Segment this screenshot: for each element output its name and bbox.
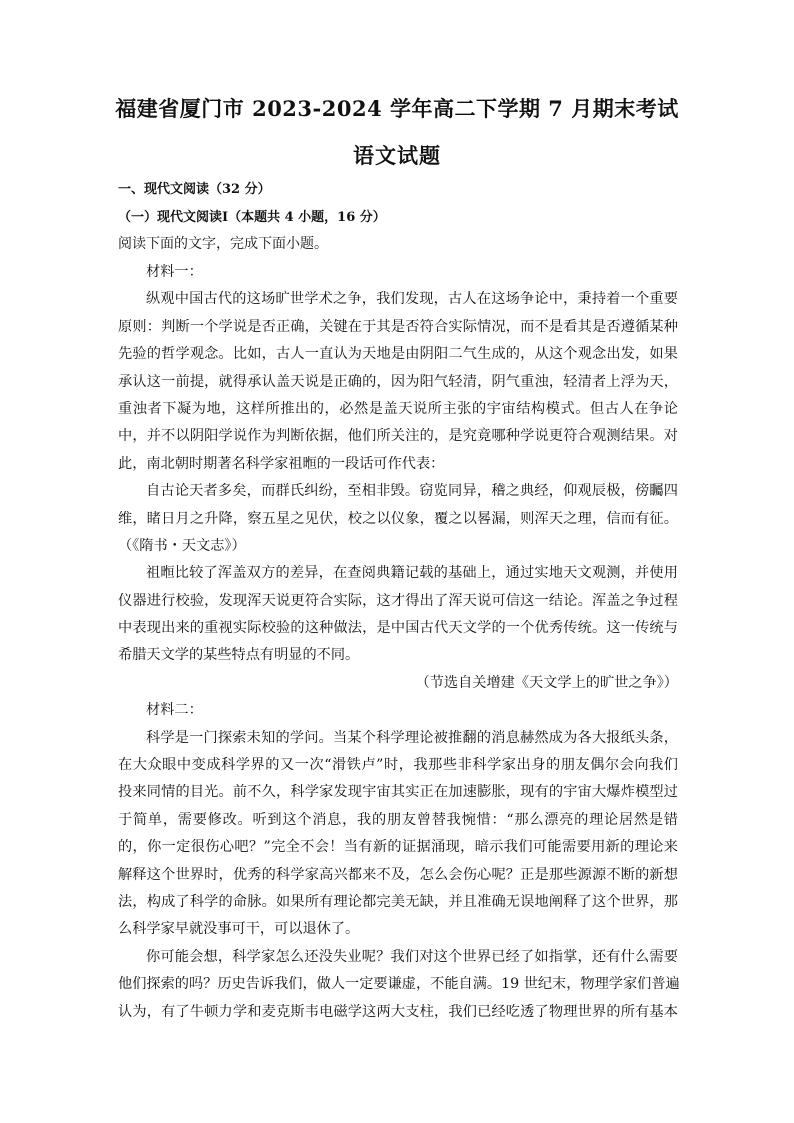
paragraph-line: 祖暅比较了浑盖双方的差异，在查阅典籍记载的基础上，通过实地天文观测，并使用	[146, 565, 678, 582]
paragraph-line: 此，南北朝时期著名科学家祖暅的一段话可作代表：	[118, 455, 445, 472]
paragraph-line: 承认这一前提，就得承认盖天说是正确的，因为阳气轻清，阴气重浊，轻清者上浮为天，	[118, 373, 678, 390]
material-label: 材料一：	[146, 264, 203, 280]
paragraph-line: 仪器进行校验，发现浑天说更符合实际，这才得出了浑天说可信这一结论。浑盖之争过程	[118, 592, 678, 609]
paragraph-line: 投来同情的目光。前不久，科学家发现宇宙其实正在加速膨胀，现有的宇宙大爆炸模型过	[118, 784, 678, 801]
paragraph-line: 原则：判断一个学说是否正确，关键在于其是否符合实际情况，而不是看其是否遵循某种	[118, 318, 678, 335]
paragraph-line: 中表现出来的重视实际校验的这种做法，是中国古代天文学的一个优秀传统。这一传统与	[118, 620, 678, 637]
paragraph-line: 你可能会想，科学家怎么还没失业呢？我们对这个世界已经了如指掌，还有什么需要	[146, 948, 678, 965]
paragraph-line: 中，并不以阴阳学说作为判断依据，他们所关注的，是究竟哪种学说更符合观测结果。对	[118, 428, 678, 445]
paragraph-line: 认为，有了牛顿力学和麦克斯韦电磁学这两大支柱，我们已经吃透了物理世界的所有基本	[118, 1003, 678, 1020]
document-title: 福建省厦门市 2023-2024 学年高二下学期 7 月期末考试	[115, 96, 679, 121]
material-source: （节选自关增建《天文学上的旷世之争》）	[415, 674, 678, 691]
paragraph-line: 希腊天文学的某些特点有明显的不同。	[118, 647, 360, 664]
paragraph-line: 于简单，需要修改。听到这个消息，我的朋友曾替我惋惜：“那么漂亮的理论居然是错	[118, 811, 678, 828]
document-subtitle: 语文试题	[353, 143, 441, 168]
paragraph-line: 科学是一门探索未知的学问。当某个科学理论被推翻的消息赫然成为各大报纸头条，	[146, 729, 678, 746]
paragraph-line: 先验的哲学观念。比如，古人一直认为天地是由阴阳二气生成的，从这个观念出发，如果	[118, 346, 678, 363]
paragraph-line: 在大众眼中变成科学界的又一次“滑铁卢”时，我那些非科学家出身的朋友偶尔会向我们	[118, 757, 678, 774]
quote-line: 自古论天者多矣，而群氏纠纷，至相非毁。窃览同异，稽之典经，仰观辰极，傍矚四	[146, 483, 678, 500]
paragraph-line: 解释这个世界时，优秀的科学家高兴都来不及，怎么会伤心呢？正是那些源源不断的新想	[118, 866, 678, 883]
quote-source: （《隋书・天文志》）	[118, 537, 246, 554]
paragraph-line: 纵观中国古代的这场旷世学术之争，我们发现，古人在这场争论中，秉持着一个重要	[146, 291, 678, 308]
quote-line: 维，睹日月之升降，察五星之见伏，校之以仪象，覆之以晷漏，则浑天之理，信而有征。	[118, 510, 678, 527]
paragraph-line: 的，你一定很伤心吧？”完全不会！当有新的证据涌现，暗示我们可能需要用新的理论来	[118, 839, 678, 856]
section-heading: 一、现代文阅读（32 分）	[118, 182, 271, 197]
reading-instruction: 阅读下面的文字，完成下面小题。	[118, 236, 328, 252]
subsection-heading: （一）现代文阅读Ⅰ（本题共 4 小题，16 分）	[118, 210, 386, 225]
passage-body	[118, 259, 678, 1026]
paragraph-line: 么科学家早就没事可干，可以退休了。	[118, 921, 360, 938]
paragraph-line: 重浊者下凝为地，这样所推出的，必然是盖天说所主张的宇宙结构模式。但古人在争论	[118, 400, 678, 417]
paragraph-line: 法，构成了科学的命脉。如果所有理论都完美无缺，并且准确无误地阐释了这个世界，那	[118, 893, 678, 910]
material-label: 材料二：	[146, 702, 203, 719]
paragraph-line: 他们探索的吗？历史告诉我们，做人一定要谦虚，不能自满。19 世纪末，物理学家们普遍	[118, 976, 680, 993]
